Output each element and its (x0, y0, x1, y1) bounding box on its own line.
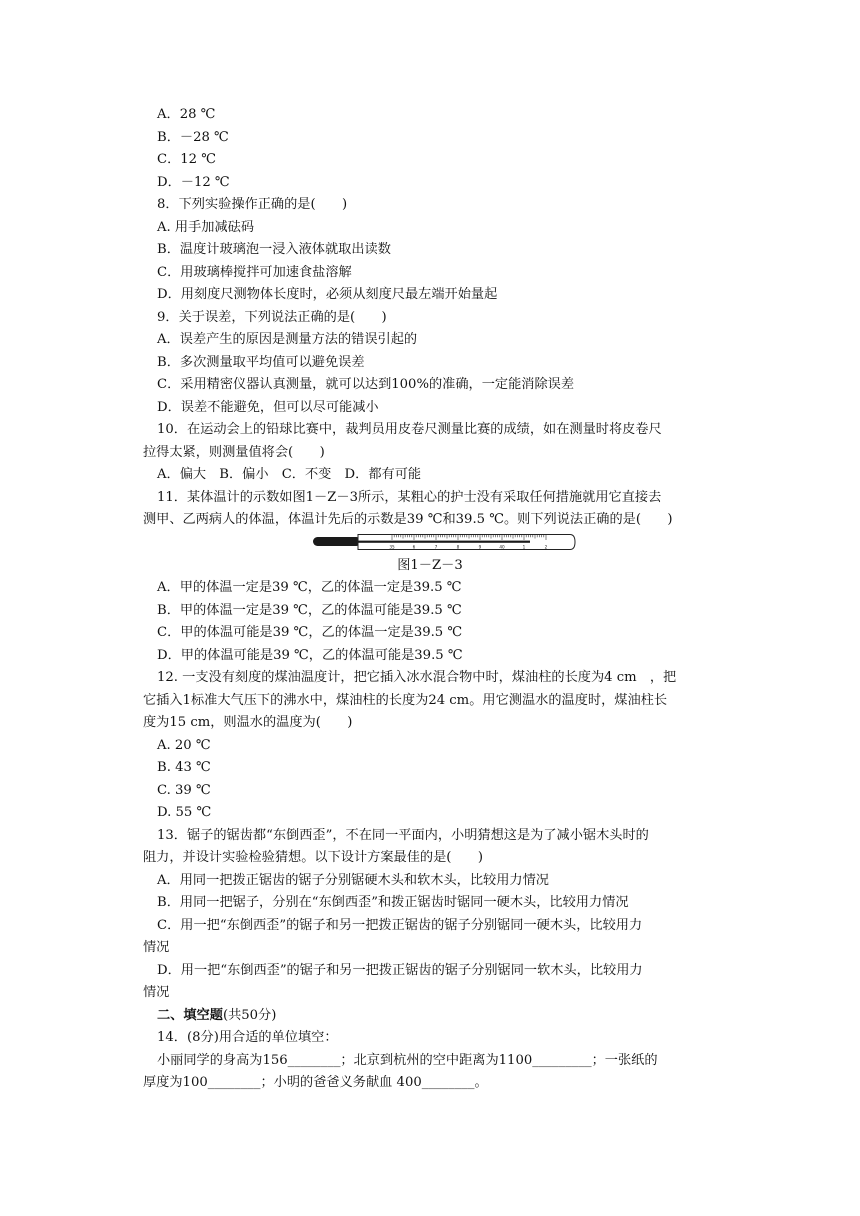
q13-stem-line1: 13．锯子的锯齿都“东倒西歪”，不在同一平面内，小明猜想这是为了减小锯木头时的 (157, 828, 649, 843)
q9-stem: 9．关于误差，下列说法正确的是( ) (157, 310, 387, 325)
q8-option-a: A. 用手加减砝码 (157, 220, 255, 235)
q12-stem-line3: 度为15 cm，则温水的温度为( ) (143, 715, 353, 730)
scale-label: 1 (522, 544, 526, 550)
q7-option-c: C．12 ℃ (157, 152, 217, 167)
scale-label: 35 (389, 544, 395, 550)
q10-options: A．偏大 B．偏小 C．不变 D．都有可能 (157, 467, 422, 482)
q11-option-c: C．甲的体温可能是39 ℃，乙的体温一定是39.5 ℃ (157, 625, 463, 640)
thermometer-bulb (313, 537, 361, 546)
q9-option-b: B．多次测量取平均值可以避免误差 (157, 355, 365, 370)
q14-line2: 厚度为100________；小明的爸爸义务献血 400________。 (143, 1075, 488, 1090)
mercury-column (358, 541, 530, 543)
q8-option-d: D．用刻度尺测物体长度时，必须从刻度尺最左端开始量起 (157, 287, 498, 302)
q12-option-d: D. 55 ℃ (157, 805, 212, 820)
q11-option-b: B．甲的体温一定是39 ℃，乙的体温可能是39.5 ℃ (157, 603, 462, 618)
scale-label: 2 (544, 544, 548, 550)
q9-option-a: A．误差产生的原因是测量方法的错误引起的 (157, 332, 418, 347)
scale-label: 40 (499, 544, 505, 550)
q8-stem: 8．下列实验操作正确的是( ) (157, 197, 348, 212)
q13-option-b: B．用同一把锯子，分别在“东倒西歪”和拨正锯齿时锯同一硬木头，比较用力情况 (157, 895, 629, 910)
q12-option-a: A. 20 ℃ (157, 738, 211, 753)
q11-stem-line2: 测甲、乙两病人的体温，体温计先后的示数是39 ℃和39.5 ℃。则下列说法正确的是( ) (143, 512, 673, 527)
q12-stem-line1: 12. 一支没有刻度的煤油温度计，把它插入冰水混合物中时，煤油柱的长度为4 cm ，把 (157, 670, 677, 685)
q11-option-a: A．甲的体温一定是39 ℃，乙的体温一定是39.5 ℃ (157, 580, 462, 595)
q12-stem-line2: 它插入1标准大气压下的沸水中，煤油柱的长度为24 cm。用它测温水的温度时，煤油柱长 (143, 693, 668, 708)
clinical-thermometer-figure (312, 532, 577, 552)
figure-caption: 图1－Z－3 (397, 558, 463, 573)
q10-stem-line2: 拉得太紧，则测量值将会( ) (143, 445, 325, 460)
q12-option-c: C. 39 ℃ (157, 783, 211, 798)
q13-option-c-line2: 情况 (143, 940, 170, 955)
q11-option-d: D．甲的体温可能是39 ℃，乙的体温可能是39.5 ℃ (157, 648, 463, 663)
q10-stem-line1: 10．在运动会上的铅球比赛中，裁判员用皮卷尺测量比赛的成绩，如在测量时将皮卷尺 (157, 422, 662, 437)
q11-stem-line1: 11．某体温计的示数如图1－Z－3所示，某粗心的护士没有采取任何措施就用它直接去 (157, 490, 662, 505)
scale-label: 7 (434, 544, 438, 550)
section-points: (共50分) (222, 1008, 277, 1023)
q13-option-d-line2: 情况 (143, 985, 170, 1000)
q14-stem: 14．(8分)用合适的单位填空： (157, 1030, 338, 1045)
scale-label: 8 (456, 544, 460, 550)
q13-option-d-line1: D．用一把“东倒西歪”的锯子和另一把拨正锯齿的锯子分别锯同一软木头，比较用力 (157, 963, 643, 978)
q7-option-a: A．28 ℃ (157, 107, 216, 122)
q13-option-a: A．用同一把拨正锯齿的锯子分别锯硬木头和软木头，比较用力情况 (157, 873, 549, 888)
q7-option-b: B．－28 ℃ (157, 130, 229, 145)
scale-label: 6 (412, 544, 416, 550)
q9-option-c: C．采用精密仪器认真测量，就可以达到100%的准确，一定能消除误差 (157, 377, 575, 392)
q12-option-b: B. 43 ℃ (157, 760, 211, 775)
q13-option-c-line1: C．用一把“东倒西歪”的锯子和另一把拨正锯齿的锯子分别锯同一硬木头，比较用力 (157, 918, 643, 933)
q8-option-b: B．温度计玻璃泡一浸入液体就取出读数 (157, 242, 391, 257)
q8-option-c: C．用玻璃棒搅拌可加速食盐溶解 (157, 265, 352, 280)
q14-line1: 小丽同学的身高为156________；北京到杭州的空中距离为1100_________；一张纸的 (157, 1053, 658, 1068)
scale-label: 9 (478, 544, 482, 550)
section-title: 二、填空题 (157, 1008, 223, 1023)
q7-option-d: D．－12 ℃ (157, 175, 230, 190)
q9-option-d: D．误差不能避免，但可以尽可能减小 (157, 400, 379, 415)
section-heading (157, 1007, 276, 1025)
q13-stem-line2: 阻力，并设计实验检验猜想。以下设计方案最佳的是( ) (143, 850, 483, 865)
